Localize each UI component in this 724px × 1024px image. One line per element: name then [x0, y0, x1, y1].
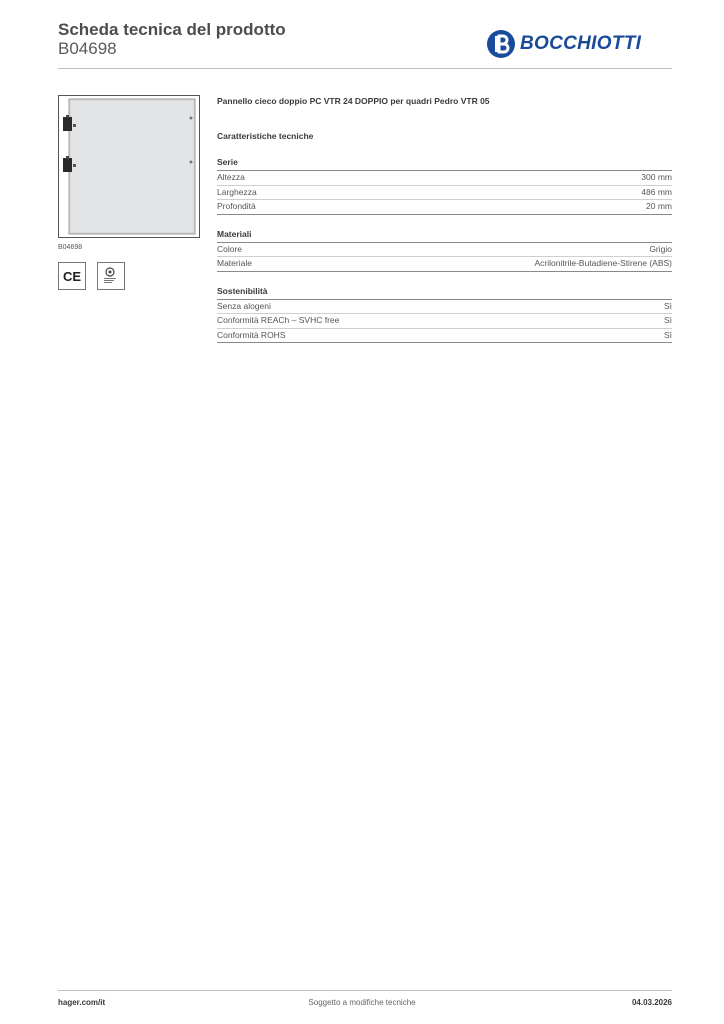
brand-logo — [486, 28, 666, 60]
spec-row — [217, 243, 672, 258]
header-divider — [58, 68, 672, 69]
image-caption: B04698 — [58, 244, 83, 251]
spec-value: Sì — [663, 329, 672, 340]
spec-value: Sì — [663, 315, 672, 325]
page-title: Scheda tecnica del prodotto — [58, 20, 286, 39]
spec-value: 20 mm — [646, 201, 672, 211]
product-code: B04698 — [58, 39, 117, 58]
brand-name: BOCCHIOTTI — [520, 33, 642, 54]
product-name: Pannello cieco doppio PC VTR 24 DOPPIO per quadri Pedro VTR 05 — [217, 96, 490, 106]
spec-value: 486 mm — [641, 186, 672, 197]
spec-label: Altezza — [217, 172, 245, 182]
panel-image — [59, 96, 199, 237]
spec-row — [217, 329, 672, 344]
product-details — [217, 96, 672, 343]
footer-website-link[interactable]: hager.com/it — [58, 998, 106, 1007]
spec-row — [217, 314, 672, 329]
spec-label: Materiale — [217, 258, 252, 268]
spec-value: Sì — [663, 300, 672, 311]
section-sostenibilita — [217, 286, 672, 344]
spec-row — [217, 171, 672, 186]
footer-notice: Soggetto a modifiche tecniche — [308, 998, 416, 1007]
spec-label: Conformità ROHS — [217, 329, 286, 340]
section-title: Materiali — [217, 229, 672, 243]
spec-label: Senza alogeni — [217, 300, 271, 311]
bocchiotti-logo-icon — [486, 29, 516, 59]
tech-specs-title: Caratteristiche tecniche — [217, 131, 314, 141]
section-title: Sostenibilità — [217, 286, 672, 300]
section-materiali — [217, 229, 672, 272]
certification-badge-icon — [97, 262, 125, 290]
section-title: Serie — [217, 157, 672, 171]
spec-label: Colore — [217, 243, 243, 254]
footer-date: 04.03.2026 — [631, 998, 672, 1007]
spec-label: Larghezza — [217, 186, 257, 197]
spec-value: Acrilonitrile-Butadiene-Stirene (ABS) — [534, 258, 672, 268]
ce-mark-icon: CE — [58, 262, 86, 290]
spec-value: 300 mm — [641, 172, 672, 182]
spec-row — [217, 186, 672, 201]
spec-label: Conformità REACh – SVHC free — [217, 315, 340, 325]
section-serie — [217, 157, 672, 215]
spec-value: Grigio — [649, 243, 672, 254]
spec-row — [217, 300, 672, 315]
spec-row — [217, 257, 672, 272]
spec-label: Profondità — [217, 201, 256, 211]
product-image — [58, 95, 200, 238]
footer-divider — [58, 990, 672, 991]
spec-row — [217, 200, 672, 215]
